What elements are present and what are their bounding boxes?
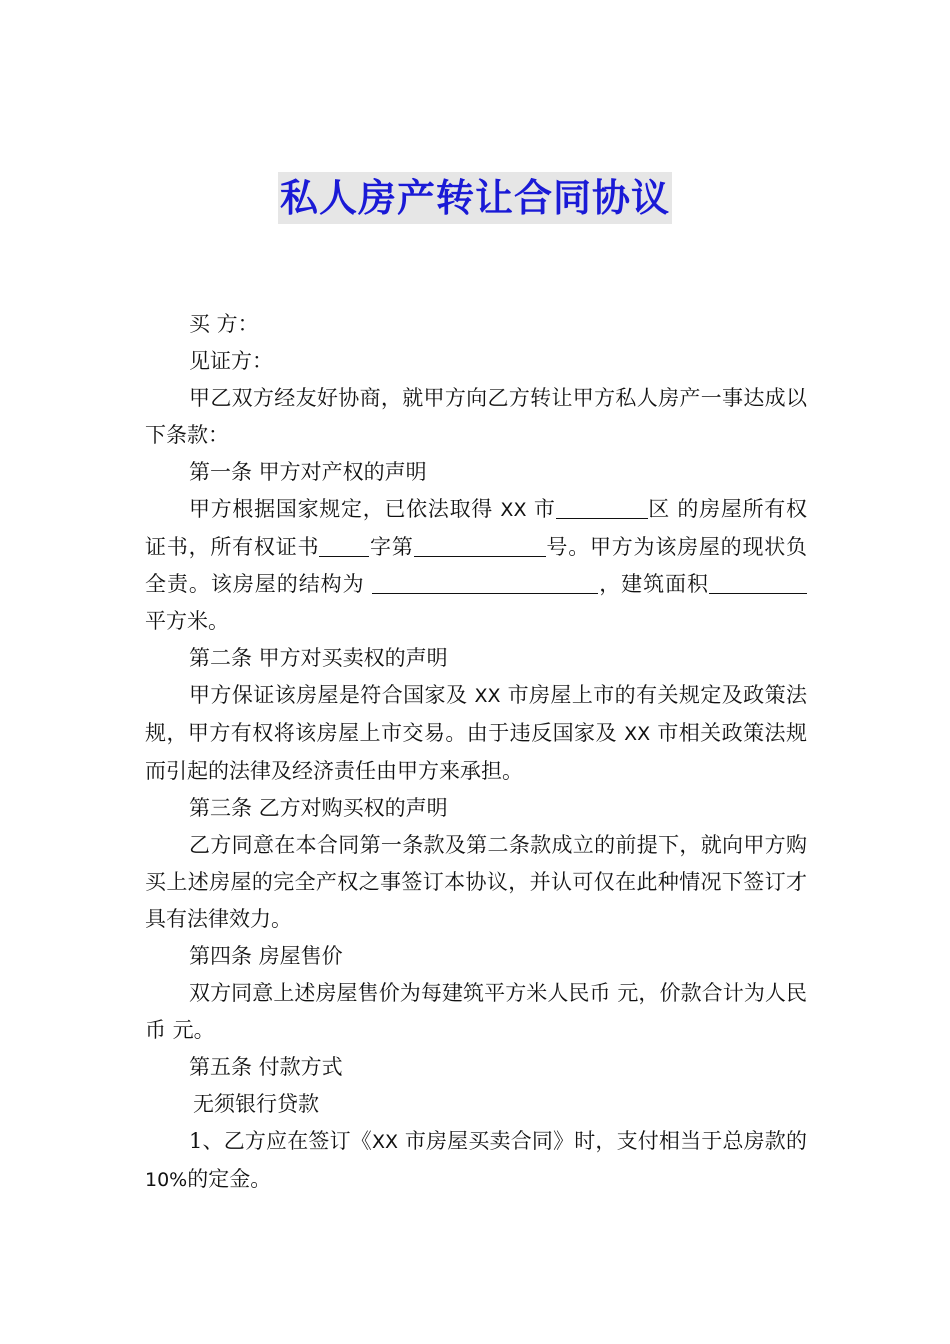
article5-percent: 10% [145,1169,188,1191]
district-blank [556,496,648,519]
article1-text-4: 字第 [369,535,414,559]
article1-paragraph [145,491,807,640]
article2-xx-1: XX [474,685,501,707]
article2-xx-2: XX [624,723,651,745]
intro-paragraph: 甲乙双方经友好协商，就甲方向乙方转让甲方私人房产一事达成以下条款： [145,386,807,447]
article2-text-2: 市房屋上市的有关规定及政策法规，甲方有权将该房屋上市交易。由于违反国家及 [145,683,807,745]
article3-heading: 第三条 乙方对购买权的声明 [189,796,448,820]
article5-item1 [145,1123,807,1199]
document-body [145,306,807,1199]
area-blank-start [709,571,741,594]
article1-text-3: 区 的房屋所有权证书，所有权证书 [145,497,807,559]
article5-text-3: 的定金。 [187,1167,272,1191]
article2-text-1: 甲方保证该房屋是符合国家及 [189,683,475,707]
certificate-number-blank [414,534,546,557]
article3-paragraph: 乙方同意在本合同第一条款及第二条款成立的前提下，就向甲方购买上述房屋的完全产权之事签订本协议，并认可仅在此种情况下签订才具有法律效力。 [145,833,807,931]
article1-heading: 第一条 甲方对产权的声明 [189,460,427,484]
structure-blank [372,571,598,594]
certificate-prefix-blank [319,534,369,557]
article1-text-2: 市 [526,497,556,521]
witness-line: 见证方： [189,349,273,373]
article1-xx: XX [500,499,527,521]
buyer-line: 买 方： [189,312,259,336]
article5-text-1: 1、乙方应在签订《 [189,1129,372,1153]
article2-paragraph [145,677,807,790]
article5-heading: 第五条 付款方式 [189,1055,343,1079]
article5-xx: XX [371,1131,398,1153]
title-container [0,172,950,224]
article1-text-1: 甲方根据国家规定，已依法取得 [189,497,501,521]
article2-text-3: 市相关政策法规而引起的法律及经济责任由甲方来承担。 [145,721,807,783]
article5-subheading: 无须银行贷款 [193,1092,319,1116]
article1-text-5: 号。甲方为该房屋的现状负全责。该房屋的结构为 [145,535,808,596]
article1-text-6: ，建筑面积 [598,572,709,596]
article1-text-7: 平方米。 [145,609,229,633]
article4-paragraph: 双方同意上述房屋售价为每建筑平方米人民币 元，价款合计为人民币 元。 [145,981,807,1042]
area-blank-end [741,571,807,594]
article2-heading: 第二条 甲方对买卖权的声明 [189,646,448,670]
article4-heading: 第四条 房屋售价 [189,944,343,968]
document-title: 私人房产转让合同协议 [278,172,672,224]
article5-text-2: 市房屋买卖合同》时，支付相当于总房款的 [397,1129,807,1153]
